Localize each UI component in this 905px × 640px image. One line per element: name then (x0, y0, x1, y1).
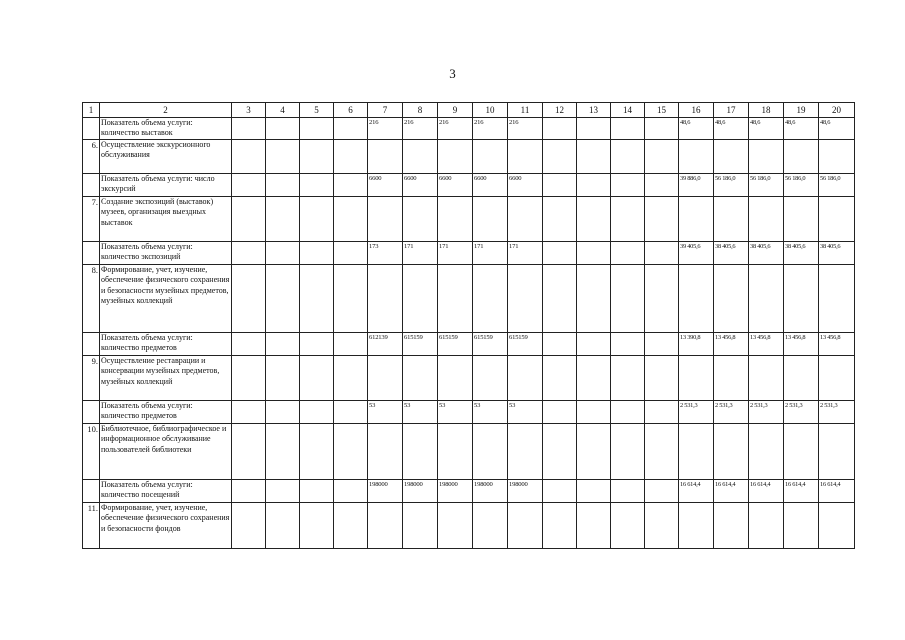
empty-cell (543, 480, 577, 503)
empty-cell (334, 197, 368, 242)
empty-cell (543, 424, 577, 480)
volume-cell (473, 265, 508, 333)
row-number: 10. (83, 424, 100, 480)
empty-cell (611, 401, 645, 424)
row-number: 8. (83, 265, 100, 333)
volume-cell (473, 140, 508, 174)
amount-cell (749, 140, 784, 174)
empty-cell (300, 140, 334, 174)
empty-cell (334, 333, 368, 356)
amount-cell (749, 424, 784, 480)
empty-cell (232, 333, 266, 356)
empty-cell (645, 174, 679, 197)
volume-cell: 171 (438, 242, 473, 265)
amount-cell: 2 531,3 (749, 401, 784, 424)
volume-cell: 615159 (473, 333, 508, 356)
empty-cell (577, 242, 611, 265)
amount-cell: 48,6 (749, 118, 784, 140)
volume-cell (473, 197, 508, 242)
empty-cell (543, 333, 577, 356)
empty-cell (577, 140, 611, 174)
volume-cell (438, 140, 473, 174)
amount-cell (819, 503, 855, 549)
empty-cell (577, 174, 611, 197)
empty-cell (645, 118, 679, 140)
empty-cell (611, 174, 645, 197)
empty-cell (645, 356, 679, 401)
empty-cell (611, 118, 645, 140)
row-name: Осуществление реставрации и консервации музейных предметов, музейных коллекций (100, 356, 232, 401)
empty-cell (611, 242, 645, 265)
empty-cell (232, 424, 266, 480)
amount-cell: 2 531,3 (714, 401, 749, 424)
volume-cell (508, 197, 543, 242)
volume-cell (403, 356, 438, 401)
amount-cell (784, 503, 819, 549)
empty-cell (232, 265, 266, 333)
volume-cell: 53 (473, 401, 508, 424)
column-header: 7 (368, 103, 403, 118)
volume-cell: 216 (508, 118, 543, 140)
column-header: 9 (438, 103, 473, 118)
amount-cell (714, 197, 749, 242)
empty-cell (543, 197, 577, 242)
empty-cell (577, 197, 611, 242)
empty-cell (577, 424, 611, 480)
amount-cell (819, 356, 855, 401)
empty-cell (300, 197, 334, 242)
empty-cell (611, 424, 645, 480)
volume-cell: 6600 (508, 174, 543, 197)
amount-cell: 48,6 (819, 118, 855, 140)
empty-cell (334, 174, 368, 197)
column-header: 14 (611, 103, 645, 118)
amount-cell: 39 886,0 (679, 174, 714, 197)
empty-cell (577, 480, 611, 503)
empty-cell (266, 174, 300, 197)
amount-cell: 13 456,8 (714, 333, 749, 356)
row-name: Показатель объема услуги: количество посещений (100, 480, 232, 503)
amount-cell: 13 456,8 (819, 333, 855, 356)
amount-cell (714, 503, 749, 549)
row-name: Библиотечное, библиографическое и информационное обслуживание пользователей библиотеки (100, 424, 232, 480)
row-name: Формирование, учет, изучение, обеспечение физического сохранения и безопасности музейных предметов, музейных коллекций (100, 265, 232, 333)
row-number (83, 333, 100, 356)
empty-cell (543, 140, 577, 174)
table-row (83, 356, 855, 401)
column-header: 15 (645, 103, 679, 118)
amount-cell (819, 140, 855, 174)
volume-cell (368, 197, 403, 242)
amount-cell (819, 197, 855, 242)
row-number: 11. (83, 503, 100, 549)
amount-cell: 16 614,4 (784, 480, 819, 503)
empty-cell (266, 140, 300, 174)
empty-cell (300, 333, 334, 356)
empty-cell (645, 265, 679, 333)
volume-cell: 6600 (368, 174, 403, 197)
empty-cell (611, 265, 645, 333)
empty-cell (645, 197, 679, 242)
amount-cell: 16 614,4 (679, 480, 714, 503)
amount-cell: 16 614,4 (819, 480, 855, 503)
amount-cell (784, 140, 819, 174)
table-row (83, 197, 855, 242)
empty-cell (543, 356, 577, 401)
amount-cell (714, 265, 749, 333)
empty-cell (232, 242, 266, 265)
amount-cell (749, 503, 784, 549)
empty-cell (334, 480, 368, 503)
empty-cell (543, 503, 577, 549)
amount-cell (714, 140, 749, 174)
volume-cell: 198000 (473, 480, 508, 503)
empty-cell (266, 197, 300, 242)
row-number: 6. (83, 140, 100, 174)
volume-cell (403, 503, 438, 549)
volume-cell (403, 424, 438, 480)
row-number (83, 480, 100, 503)
table-row (83, 333, 855, 356)
amount-cell (679, 503, 714, 549)
amount-cell: 16 614,4 (714, 480, 749, 503)
empty-cell (266, 118, 300, 140)
volume-cell: 216 (473, 118, 508, 140)
table-row (83, 503, 855, 549)
page-number: 3 (449, 66, 456, 81)
amount-cell (749, 356, 784, 401)
amount-cell (784, 265, 819, 333)
volume-cell: 53 (438, 401, 473, 424)
table-row (83, 118, 855, 140)
header-row (83, 103, 855, 118)
column-header: 3 (232, 103, 266, 118)
volume-cell (508, 356, 543, 401)
column-header: 17 (714, 103, 749, 118)
empty-cell (232, 140, 266, 174)
empty-cell (300, 424, 334, 480)
volume-cell (403, 197, 438, 242)
volume-cell (438, 503, 473, 549)
empty-cell (266, 503, 300, 549)
column-header: 16 (679, 103, 714, 118)
empty-cell (300, 503, 334, 549)
amount-cell: 2 531,3 (819, 401, 855, 424)
table-row (83, 424, 855, 480)
volume-cell (473, 503, 508, 549)
amount-cell: 39 405,6 (679, 242, 714, 265)
empty-cell (577, 265, 611, 333)
amount-cell: 56 186,0 (714, 174, 749, 197)
column-header: 11 (508, 103, 543, 118)
volume-cell (368, 265, 403, 333)
amount-cell (819, 424, 855, 480)
empty-cell (266, 401, 300, 424)
amount-cell (784, 356, 819, 401)
volume-cell: 6600 (473, 174, 508, 197)
empty-cell (334, 242, 368, 265)
amount-cell (679, 140, 714, 174)
empty-cell (232, 480, 266, 503)
row-name: Создание экспозиций (выставок) музеев, организация выездных выставок (100, 197, 232, 242)
table-row (83, 140, 855, 174)
amount-cell (714, 424, 749, 480)
amount-cell (679, 265, 714, 333)
row-number: 7. (83, 197, 100, 242)
empty-cell (577, 118, 611, 140)
empty-cell (577, 503, 611, 549)
volume-cell: 173 (368, 242, 403, 265)
empty-cell (611, 140, 645, 174)
column-header: 5 (300, 103, 334, 118)
empty-cell (334, 140, 368, 174)
volume-cell (473, 424, 508, 480)
volume-cell (438, 424, 473, 480)
row-number (83, 242, 100, 265)
volume-cell (438, 197, 473, 242)
empty-cell (645, 333, 679, 356)
amount-cell: 2 531,3 (679, 401, 714, 424)
amount-cell (749, 265, 784, 333)
amount-cell: 16 614,4 (749, 480, 784, 503)
volume-cell: 615159 (403, 333, 438, 356)
amount-cell (679, 197, 714, 242)
empty-cell (334, 356, 368, 401)
table-row (83, 265, 855, 333)
row-number (83, 118, 100, 140)
empty-cell (266, 356, 300, 401)
volume-cell (438, 265, 473, 333)
amount-cell: 38 405,6 (749, 242, 784, 265)
amount-cell (714, 356, 749, 401)
volume-cell: 198000 (508, 480, 543, 503)
volume-cell (403, 140, 438, 174)
table-row (83, 480, 855, 503)
empty-cell (543, 174, 577, 197)
volume-cell: 615159 (438, 333, 473, 356)
volume-cell: 198000 (368, 480, 403, 503)
column-header: 10 (473, 103, 508, 118)
volume-cell: 171 (473, 242, 508, 265)
volume-cell (508, 140, 543, 174)
empty-cell (334, 424, 368, 480)
empty-cell (266, 480, 300, 503)
column-header: 18 (749, 103, 784, 118)
empty-cell (300, 401, 334, 424)
volume-cell: 171 (508, 242, 543, 265)
volume-cell: 53 (368, 401, 403, 424)
amount-cell: 13 456,8 (784, 333, 819, 356)
row-name: Показатель объема услуги: число экскурсий (100, 174, 232, 197)
amount-cell (784, 197, 819, 242)
column-header: 2 (100, 103, 232, 118)
empty-cell (645, 401, 679, 424)
row-name: Формирование, учет, изучение, обеспечение физического сохранения и безопасности фондов (100, 503, 232, 549)
row-name: Показатель объема услуги: количество предметов (100, 333, 232, 356)
amount-cell: 56 186,0 (749, 174, 784, 197)
empty-cell (266, 265, 300, 333)
amount-cell: 38 405,6 (819, 242, 855, 265)
column-header: 8 (403, 103, 438, 118)
volume-cell (368, 503, 403, 549)
empty-cell (645, 242, 679, 265)
empty-cell (645, 140, 679, 174)
volume-cell: 6600 (403, 174, 438, 197)
empty-cell (611, 503, 645, 549)
amount-cell (679, 424, 714, 480)
empty-cell (645, 424, 679, 480)
services-table (82, 102, 855, 549)
empty-cell (300, 356, 334, 401)
volume-cell: 615159 (508, 333, 543, 356)
empty-cell (232, 401, 266, 424)
empty-cell (266, 333, 300, 356)
empty-cell (543, 118, 577, 140)
empty-cell (611, 480, 645, 503)
amount-cell (784, 424, 819, 480)
row-name: Показатель объема услуги: количество экспозиций (100, 242, 232, 265)
amount-cell: 56 186,0 (784, 174, 819, 197)
empty-cell (611, 356, 645, 401)
volume-cell: 216 (438, 118, 473, 140)
volume-cell: 198000 (403, 480, 438, 503)
amount-cell: 38 405,6 (784, 242, 819, 265)
volume-cell (368, 356, 403, 401)
volume-cell (368, 424, 403, 480)
empty-cell (543, 265, 577, 333)
column-header: 4 (266, 103, 300, 118)
empty-cell (232, 118, 266, 140)
empty-cell (300, 242, 334, 265)
amount-cell: 13 456,8 (749, 333, 784, 356)
empty-cell (300, 480, 334, 503)
empty-cell (232, 503, 266, 549)
amount-cell: 38 405,6 (714, 242, 749, 265)
table-row (83, 174, 855, 197)
volume-cell (368, 140, 403, 174)
empty-cell (300, 174, 334, 197)
row-name: Показатель объема услуги: количество предметов (100, 401, 232, 424)
amount-cell (679, 356, 714, 401)
empty-cell (334, 118, 368, 140)
amount-cell: 48,6 (679, 118, 714, 140)
empty-cell (266, 424, 300, 480)
column-header: 19 (784, 103, 819, 118)
volume-cell: 171 (403, 242, 438, 265)
column-header: 12 (543, 103, 577, 118)
volume-cell: 6600 (438, 174, 473, 197)
column-header: 1 (83, 103, 100, 118)
empty-cell (645, 480, 679, 503)
volume-cell: 612139 (368, 333, 403, 356)
row-name: Показатель объема услуги: количество выставок (100, 118, 232, 140)
volume-cell: 53 (508, 401, 543, 424)
empty-cell (232, 356, 266, 401)
volume-cell (438, 356, 473, 401)
empty-cell (334, 503, 368, 549)
amount-cell (819, 265, 855, 333)
table-row (83, 401, 855, 424)
row-name: Осуществление экскурсионного обслуживания (100, 140, 232, 174)
volume-cell (473, 356, 508, 401)
amount-cell (749, 197, 784, 242)
row-number: 9. (83, 356, 100, 401)
amount-cell: 2 531,3 (784, 401, 819, 424)
row-number (83, 174, 100, 197)
empty-cell (611, 333, 645, 356)
volume-cell (403, 265, 438, 333)
volume-cell (508, 503, 543, 549)
empty-cell (232, 197, 266, 242)
volume-cell (508, 424, 543, 480)
empty-cell (266, 242, 300, 265)
empty-cell (543, 242, 577, 265)
empty-cell (334, 401, 368, 424)
column-header: 13 (577, 103, 611, 118)
amount-cell: 48,6 (784, 118, 819, 140)
empty-cell (611, 197, 645, 242)
empty-cell (300, 265, 334, 333)
volume-cell: 53 (403, 401, 438, 424)
volume-cell: 216 (403, 118, 438, 140)
empty-cell (577, 401, 611, 424)
empty-cell (577, 356, 611, 401)
empty-cell (334, 265, 368, 333)
amount-cell: 56 186,0 (819, 174, 855, 197)
column-header: 20 (819, 103, 855, 118)
volume-cell: 198000 (438, 480, 473, 503)
empty-cell (577, 333, 611, 356)
empty-cell (232, 174, 266, 197)
column-header: 6 (334, 103, 368, 118)
empty-cell (543, 401, 577, 424)
table-row (83, 242, 855, 265)
empty-cell (645, 503, 679, 549)
volume-cell: 216 (368, 118, 403, 140)
volume-cell (508, 265, 543, 333)
row-number (83, 401, 100, 424)
amount-cell: 13 390,8 (679, 333, 714, 356)
amount-cell: 48,6 (714, 118, 749, 140)
empty-cell (300, 118, 334, 140)
